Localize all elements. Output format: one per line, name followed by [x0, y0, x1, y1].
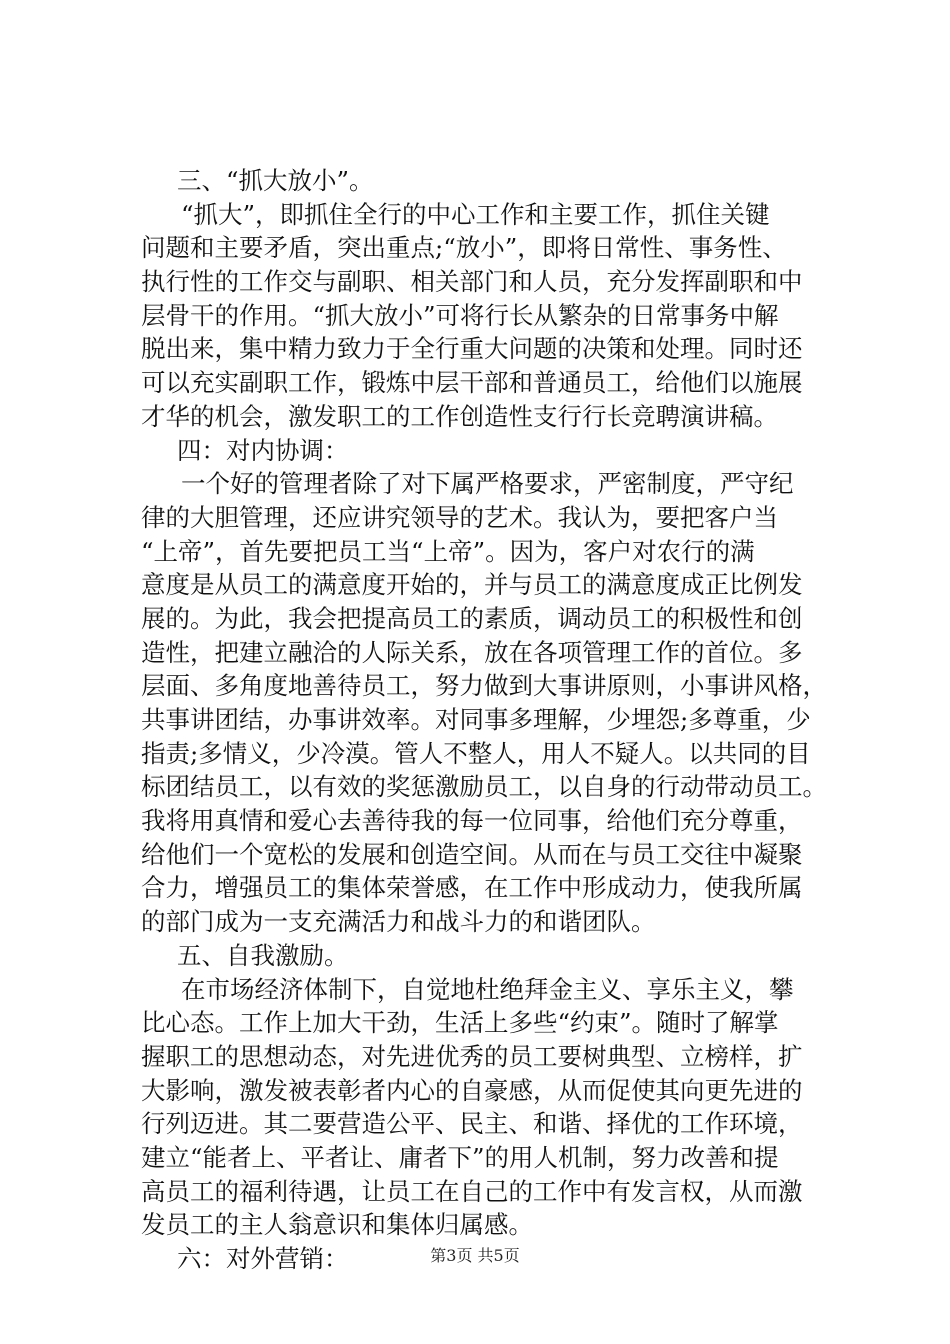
text-line: 问题和主要矛盾，突出重点;“放小”，即将日常性、事务性、 [141, 233, 787, 263]
text-line: 层骨干的作用。“抓大放小”可将行长从繁杂的日常事务中解 [141, 300, 779, 330]
text-line: 握职工的思想动态，对先进优秀的员工要树典型、立榜样，扩 [141, 1041, 803, 1071]
text-line: 指责;多情义，少冷漠。管人不整人，用人不疑人。以共同的目 [141, 738, 811, 768]
text-line: 律的大胆管理，还应讲究领导的艺术。我认为，要把客户当 [141, 502, 778, 532]
text-line: 展的。为此，我会把提高员工的素质，调动员工的积极性和创 [141, 603, 803, 633]
text-line: 合力，增强员工的集体荣誉感，在工作中形成动力，使我所属 [141, 873, 803, 903]
text-line: 才华的机会，激发职工的工作创造性支行行长竞聘演讲稿。 [141, 401, 778, 431]
text-line: 执行性的工作交与副职、相关部门和人员，充分发挥副职和中 [141, 267, 803, 297]
text-line: 大影响，激发被表彰者内心的自豪感，从而促使其向更先进的 [141, 1075, 803, 1105]
section-heading: 六：对外营销： [177, 1244, 349, 1273]
section-heading: 三、“抓大放小”。 [177, 166, 374, 195]
text-line: 意度是从员工的满意度开始的，并与员工的满意度成正比例发 [141, 570, 803, 600]
text-line: 比心态。工作上加大干劲，生活上多些“约束”。随时了解掌 [141, 1008, 779, 1038]
page-footer: 第3页 共5页 [430, 1246, 520, 1265]
text-line: 我将用真情和爱心去善待我的每一位同事，给他们充分尊重， [141, 806, 803, 836]
text-line: 可以充实副职工作，锻炼中层干部和普通员工，给他们以施展 [141, 368, 803, 398]
section-heading: 五、自我激励。 [177, 940, 349, 970]
text-line: 共事讲团结，办事讲效率。对同事多理解，少埋怨;多尊重，少 [141, 705, 811, 734]
text-line: 的部门成为一支充满活力和战斗力的和谐团队。 [141, 907, 656, 937]
text-line: 标团结员工，以有效的奖惩激励员工，以自身的行动带动员工。 [141, 772, 827, 802]
text-line: 建立“能者上、平者让、庸者下”的用人机制，努力改善和提 [141, 1142, 779, 1172]
text-line: 高员工的福利待遇，让员工在自己的工作中有发言权，从而激 [141, 1176, 803, 1206]
text-line: “上帝”，首先要把员工当“上帝”。因为，客户对农行的满 [141, 536, 755, 566]
text-line: 行列迈进。其二要营造公平、民主、和谐、择优的工作环境， [141, 1109, 803, 1139]
text-line: 给他们一个宽松的发展和创造空间。从而在与员工交往中凝聚 [141, 839, 803, 869]
text-line: 发员工的主人翁意识和集体归属感。 [141, 1210, 533, 1240]
document-body [141, 164, 841, 1276]
text-line: 一个好的管理者除了对下属严格要求，严密制度，严守纪 [181, 469, 794, 499]
text-line: 脱出来，集中精力致力于全行重大问题的决策和处理。同时还 [141, 334, 803, 364]
text-line: 层面、多角度地善待员工，努力做到大事讲原则，小事讲风格， [141, 671, 827, 701]
text-line: 在市场经济体制下，自觉地杜绝拜金主义、享乐主义，攀 [181, 974, 794, 1004]
text-line: 造性，把建立融洽的人际关系，放在各项管理工作的首位。多 [141, 637, 803, 667]
section-heading: 四：对内协调： [177, 435, 349, 465]
text-line: “抓大”，即抓住全行的中心工作和主要工作，抓住关键 [181, 199, 770, 229]
